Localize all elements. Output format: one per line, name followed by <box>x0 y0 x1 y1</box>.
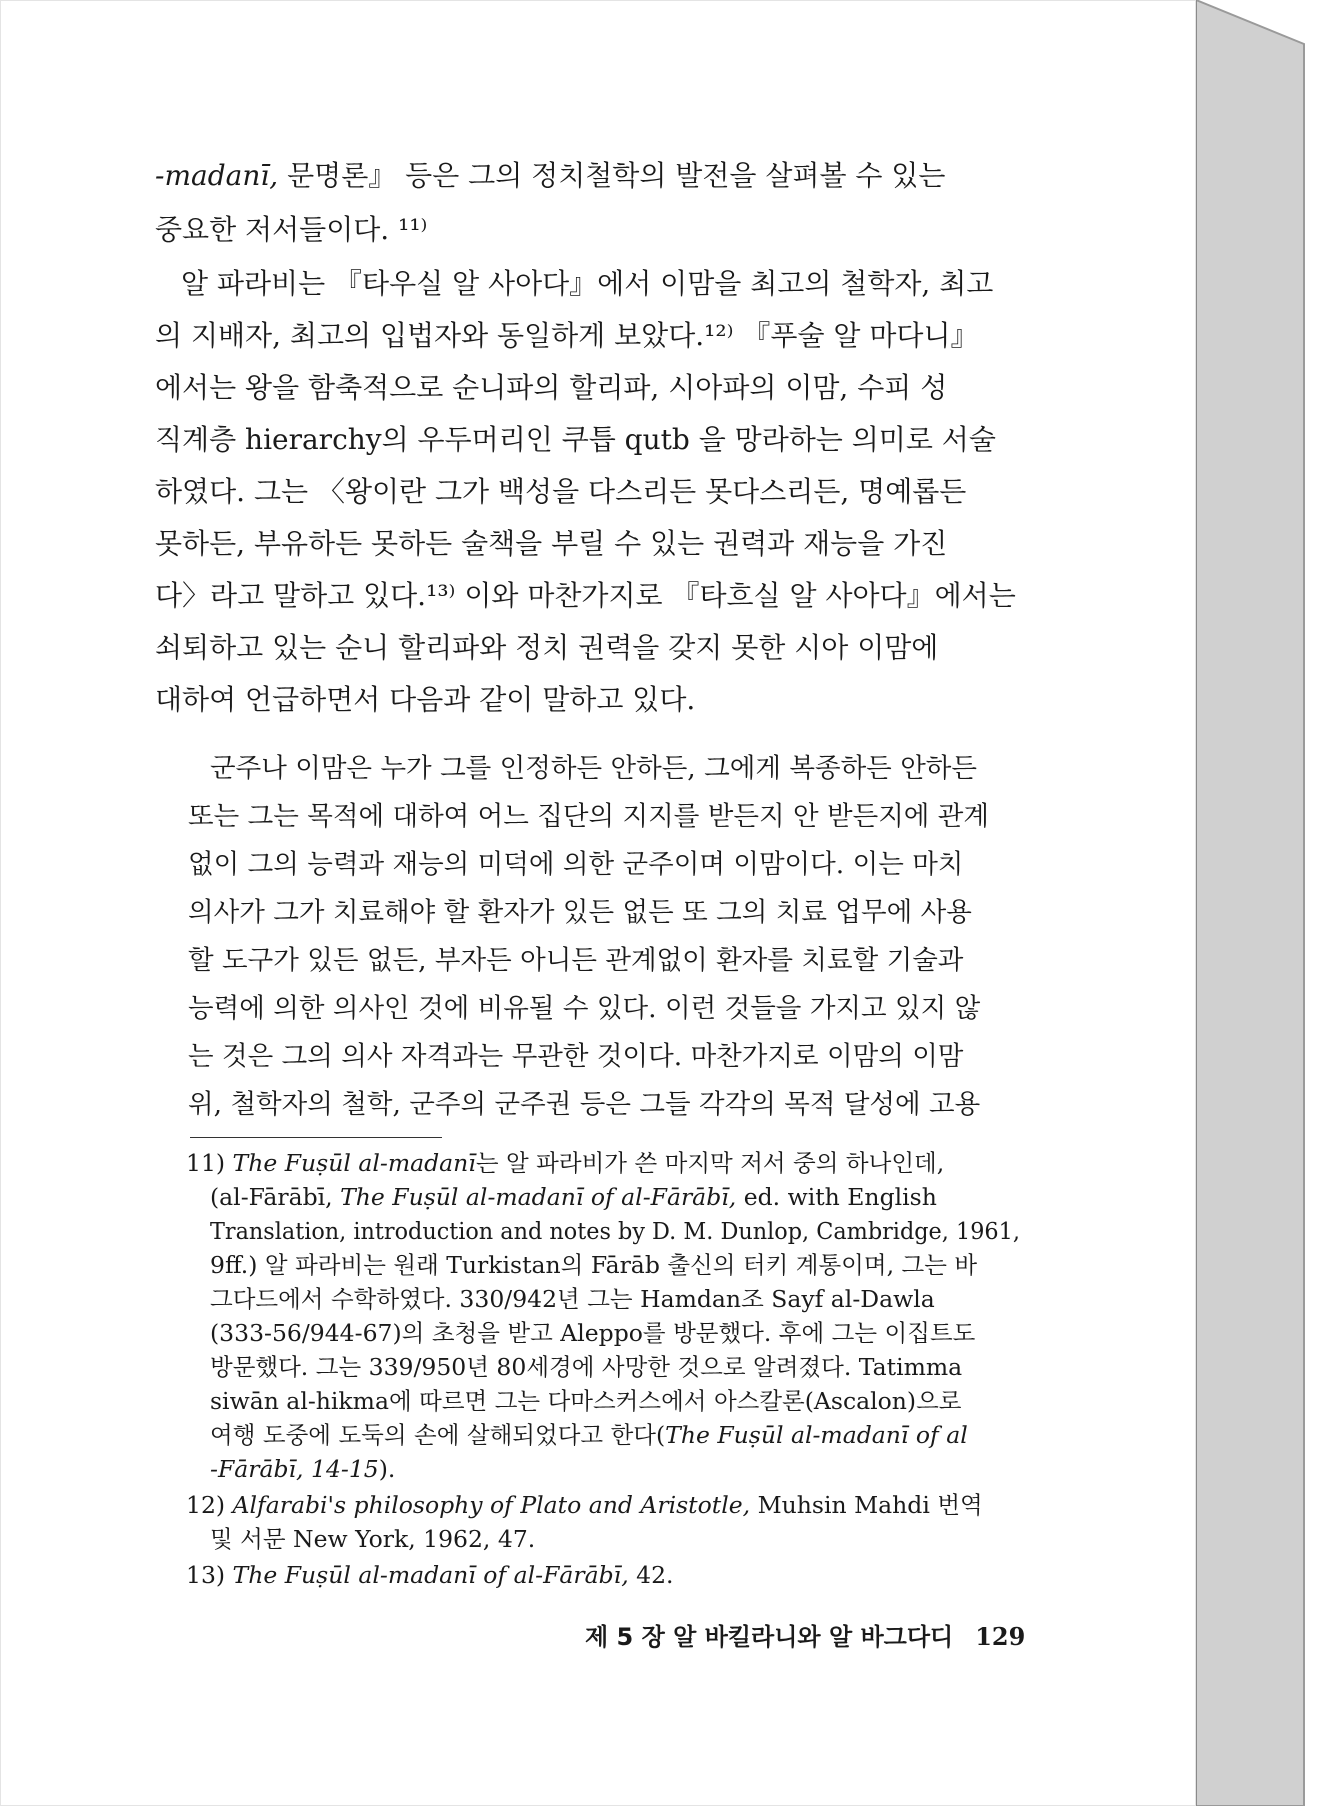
body-line: 중요한 저서들이다. ¹¹⁾ <box>155 213 428 246</box>
quote-line: 위, 철학자의 철학, 군주의 군주권 등은 그들 각각의 목적 달성에 고용 <box>188 1089 981 1120</box>
footnote-line: 9ff.) 알 파라비는 원래 Turkistan의 Fārāb 출신의 터키 계통이며, 그는 바 <box>210 1251 978 1279</box>
footnote-line: -Fārābī, 14-15). <box>210 1455 396 1483</box>
body-line: 직계층 hierarchy의 우두머리인 쿠틉 qutb 을 망라하는 의미로 서술 <box>155 423 996 456</box>
footnote-line: Translation, introduction and notes by D. M. Dunlop, Cambridge, 1961, <box>210 1217 1020 1245</box>
body-line: -madanī, 문명론』 등은 그의 정치철학의 발전을 살펴볼 수 있는 <box>155 159 946 192</box>
quote-line: 는 것은 그의 의사 자격과는 무관한 것이다. 마찬가지로 이맘의 이맘 <box>188 1041 964 1072</box>
footnote-line: 방문했다. 그는 339/950년 80세경에 사망한 것으로 알려졌다. Tatimma <box>210 1353 963 1381</box>
body-line: 하였다. 그는 〈왕이란 그가 백성을 다스리든 못다스리든, 명예롭든 <box>155 475 967 508</box>
footnote-line: 그다드에서 수학하였다. 330/942년 그는 Hamdan조 Sayf al-Dawla <box>210 1285 935 1313</box>
body-line: 못하든, 부유하든 못하든 술책을 부릴 수 있는 권력과 재능을 가진 <box>155 527 948 560</box>
chapter-title: 제 5 장 알 바킬라니와 알 바그다디 <box>585 1623 954 1651</box>
body-line: 의 지배자, 최고의 입법자와 동일하게 보았다.¹²⁾ 『푸술 알 마다니』 <box>155 319 979 352</box>
footnote-line: 11) The Fuṣūl al-madanī는 알 파라비가 쓴 마지막 저서 중의 하나인데, <box>186 1149 945 1177</box>
page-number: 129 <box>975 1622 1026 1651</box>
footnote-separator <box>190 1137 442 1138</box>
quote-line: 또는 그는 목적에 대하여 어느 집단의 지지를 받든지 안 받든지에 관계 <box>188 801 990 832</box>
body-line: 에서는 왕을 함축적으로 순니파의 할리파, 시아파의 이맘, 수피 성 <box>155 371 948 404</box>
footnote-line: 여행 도중에 도둑의 손에 살해되었다고 한다(The Fuṣūl al-madanī of al <box>210 1421 968 1449</box>
running-footer <box>585 1622 1025 1652</box>
body-line: 쇠퇴하고 있는 순니 할리파와 정치 권력을 갖지 못한 시아 이맘에 <box>155 631 939 664</box>
footnote-line: siwān al-hikma에 따르면 그는 다마스커스에서 아스칼론(Ascalon)으로 <box>210 1387 962 1415</box>
body-line: 다〉라고 말하고 있다.¹³⁾ 이와 마찬가지로 『타흐실 알 사아다』에서는 <box>155 579 1016 612</box>
body-line: 알 파라비는 『타우실 알 사아다』에서 이맘을 최고의 철학자, 최고 <box>181 267 994 300</box>
quote-line: 능력에 의한 의사인 것에 비유될 수 있다. 이런 것들을 가지고 있지 않 <box>188 993 981 1024</box>
footnote-line: 12) Alfarabi's philosophy of Plato and Aristotle, Muhsin Mahdi 번역 <box>186 1491 983 1519</box>
footnote-line: 13) The Fuṣūl al-madanī of al-Fārābī, 42. <box>186 1561 674 1589</box>
footnote-line: (al-Fārābī, The Fuṣūl al-madanī of al-Fārābī, ed. with English <box>210 1183 937 1211</box>
body-line: 대하여 언급하면서 다음과 같이 말하고 있다. <box>155 683 696 716</box>
footnote-line: (333-56/944-67)의 초청을 받고 Aleppo를 방문했다. 후에 그는 이집트도 <box>210 1319 976 1347</box>
quote-line: 없이 그의 능력과 재능의 미덕에 의한 군주이며 이맘이다. 이는 마치 <box>188 849 964 880</box>
quote-line: 의사가 그가 치료해야 할 환자가 있든 없든 또 그의 치료 업무에 사용 <box>188 897 972 928</box>
quote-line: 할 도구가 있든 없든, 부자든 아니든 관계없이 환자를 치료할 기술과 <box>188 945 964 976</box>
footnote-line: 및 서문 New York, 1962, 47. <box>210 1525 536 1553</box>
quote-line: 군주나 이맘은 누가 그를 인정하든 안하든, 그에게 복종하든 안하든 <box>210 753 977 784</box>
